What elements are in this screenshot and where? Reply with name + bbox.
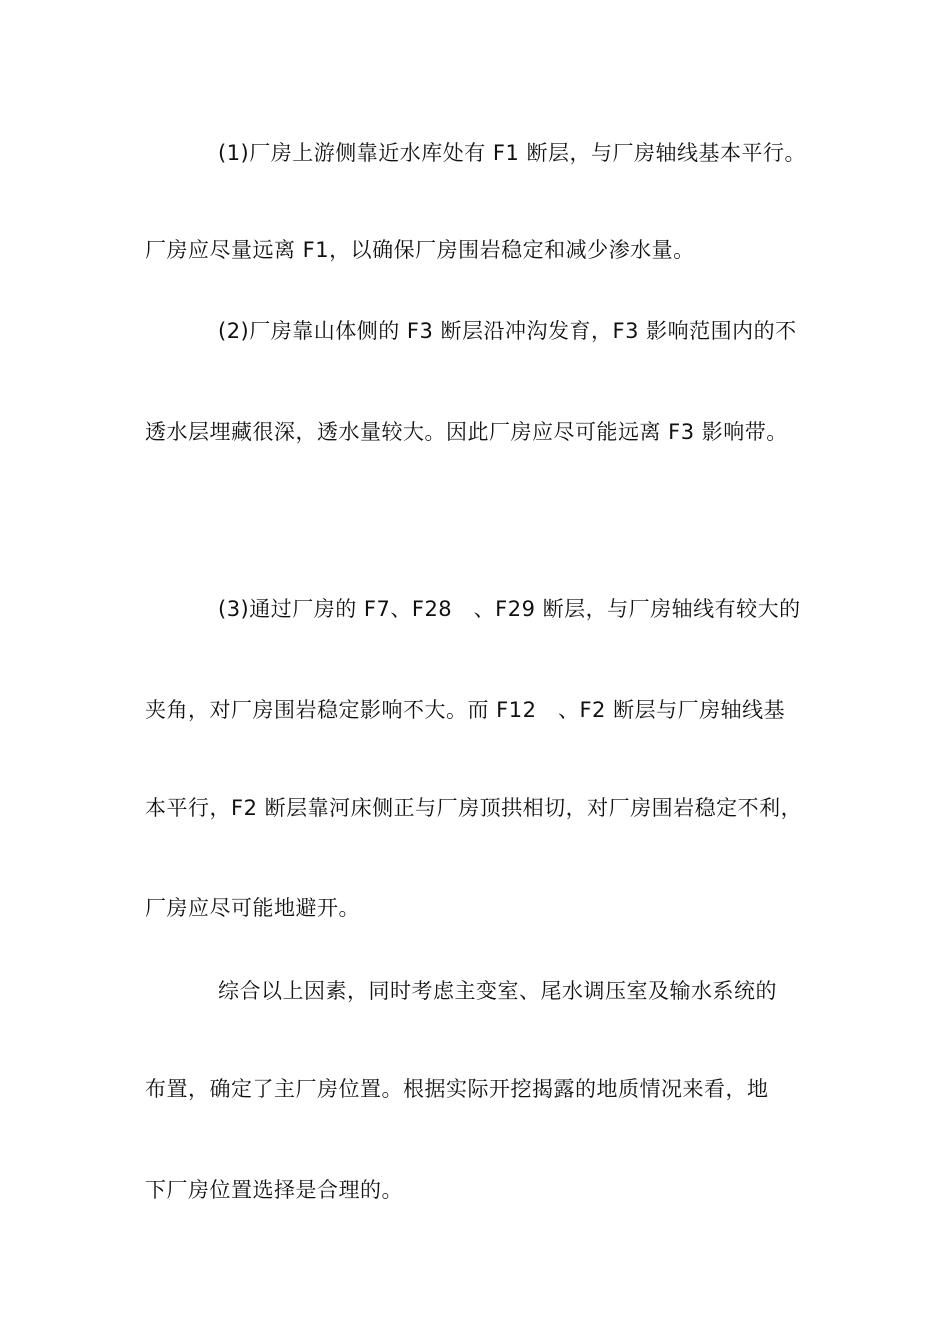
paragraph-2-line-1: (2)厂房靠山体侧的 F3 断层沿冲沟发育，F3 影响范围内的不: [218, 319, 797, 343]
paragraph-3-line-3: 本平行，F2 断层靠河床侧正与厂房顶拱相切，对厂房围岩稳定不利，: [145, 796, 803, 820]
paragraph-4-line-3: 下厂房位置选择是合理的。: [145, 1178, 403, 1202]
paragraph-1-line-1: (1)厂房上游侧靠近水库处有 F1 断层，与厂房轴线基本平行。: [218, 141, 807, 165]
paragraph-4-line-2: 布置，确定了主厂房位置。根据实际开挖揭露的地质情况来看，地: [145, 1077, 769, 1101]
paragraph-3-line-4: 厂房应尽可能地避开。: [145, 896, 360, 920]
paragraph-4-line-1: 综合以上因素，同时考虑主变室、尾水调压室及输水系统的: [218, 979, 777, 1003]
paragraph-1-line-2: 厂房应尽量远离 F1，以确保厂房围岩稳定和减少渗水量。: [145, 238, 695, 262]
paragraph-3-line-1: (3)通过厂房的 F7、F28 、F29 断层，与厂房轴线有较大的: [218, 597, 801, 621]
paragraph-2-line-2: 透水层埋藏很深，透水量较大。因此厂房应尽可能远离 F3 影响带。: [145, 420, 788, 444]
paragraph-3-line-2: 夹角，对厂房围岩稳定影响不大。而 F12 、F2 断层与厂房轴线基: [145, 698, 786, 722]
